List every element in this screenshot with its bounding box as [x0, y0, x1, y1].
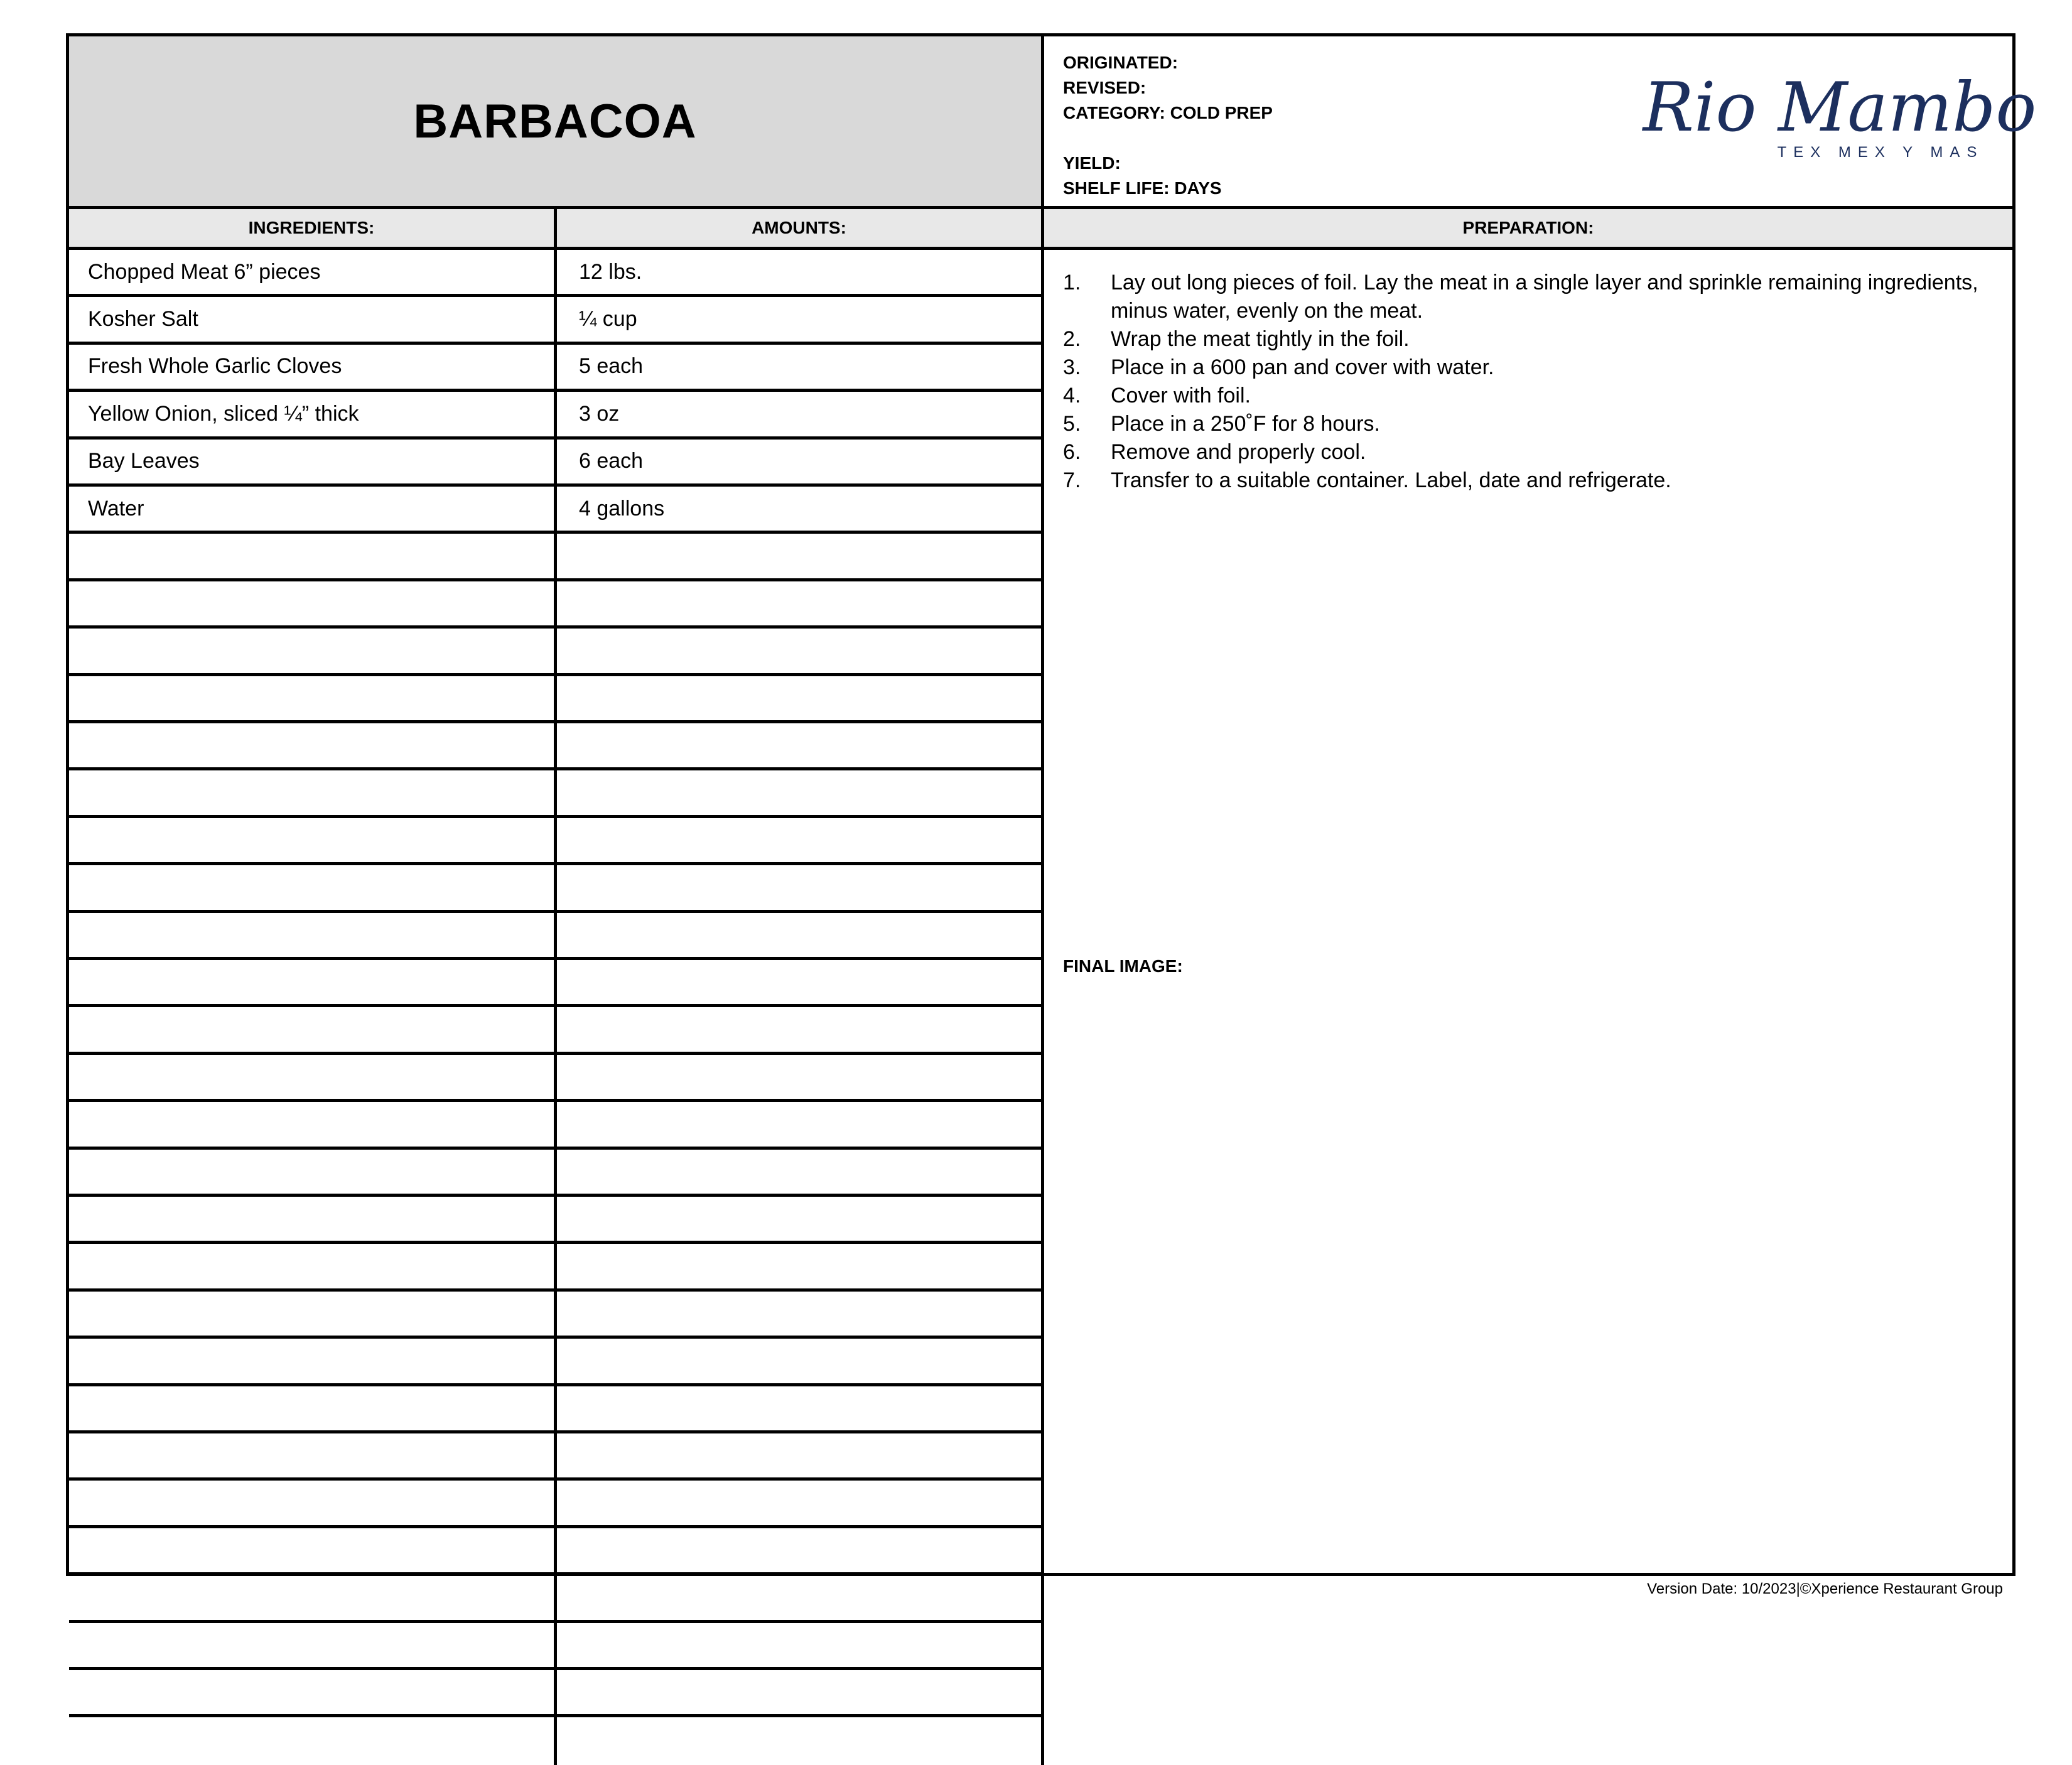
ingredient-name — [69, 865, 557, 909]
table-row — [69, 865, 1044, 912]
ingredient-name — [69, 1623, 557, 1667]
preparation-section — [1044, 250, 2012, 1573]
ingredient-amount — [557, 1623, 1044, 1667]
step-number: 3. — [1063, 355, 1081, 379]
ingredient-amount — [557, 581, 1044, 625]
ingredient-amount — [557, 1244, 1044, 1288]
table-row — [69, 1244, 1044, 1291]
ingredient-amount — [557, 913, 1044, 957]
ingredient-amount — [557, 1386, 1044, 1430]
ingredient-amount — [557, 1150, 1044, 1194]
preparation-steps — [1063, 269, 1987, 495]
ingredient-amount — [557, 1717, 1044, 1764]
title-cell — [69, 36, 1044, 206]
ingredient-name — [69, 1102, 557, 1146]
ingredient-amount — [557, 1481, 1044, 1525]
table-row — [69, 392, 1044, 439]
ingredient-amount — [557, 1197, 1044, 1241]
table-row — [69, 676, 1044, 723]
ingredient-amount: 3 oz — [557, 392, 1044, 436]
table-row — [69, 1717, 1044, 1764]
step-number: 7. — [1063, 468, 1081, 492]
ingredient-amount: 6 each — [557, 440, 1044, 483]
step-text: Wrap the meat tightly in the foil. — [1111, 327, 1410, 351]
table-row — [69, 629, 1044, 676]
table-row — [69, 1007, 1044, 1054]
ingredient-name — [69, 1055, 557, 1099]
table-row — [69, 1150, 1044, 1197]
ingredient-amount — [557, 676, 1044, 720]
recipe-title: BARBACOA — [413, 94, 697, 148]
step-text: Cover with foil. — [1111, 384, 1251, 408]
ingredient-name: Yellow Onion, sliced ¼” thick — [69, 392, 557, 436]
ingredient-amount: 5 each — [557, 345, 1044, 389]
ingredient-name — [69, 1150, 557, 1194]
ingredient-amount — [557, 865, 1044, 909]
table-row — [69, 1197, 1044, 1244]
amounts-header: AMOUNTS: — [557, 209, 1044, 247]
step-number: 1. — [1063, 271, 1081, 294]
ingredient-amount — [557, 629, 1044, 672]
ingredient-name — [69, 1244, 557, 1288]
table-row — [69, 1623, 1044, 1670]
table-row — [69, 1670, 1044, 1717]
table-row — [69, 723, 1044, 770]
preparation-step — [1063, 438, 1987, 467]
ingredient-name — [69, 723, 557, 767]
table-row — [69, 581, 1044, 629]
step-number: 6. — [1063, 440, 1081, 464]
ingredient-name — [69, 534, 557, 578]
shelf-life-label: SHELF LIFE: DAYS — [1063, 178, 1222, 198]
preparation-step — [1063, 382, 1987, 410]
originated-label: ORIGINATED: — [1063, 53, 1179, 72]
table-row — [69, 1055, 1044, 1102]
table-row — [69, 1528, 1044, 1575]
ingredient-name — [69, 1717, 557, 1764]
table-row — [69, 1292, 1044, 1339]
table-row — [69, 534, 1044, 581]
ingredient-name — [69, 913, 557, 957]
table-row — [69, 913, 1044, 960]
table-row — [69, 297, 1044, 344]
final-image-label: FINAL IMAGE: — [1063, 956, 1183, 976]
preparation-step — [1063, 467, 1987, 495]
version-footer: Version Date: 10/2023|©Xperience Restaurant Group — [1647, 1580, 2003, 1597]
table-row — [69, 1433, 1044, 1481]
ingredient-amount — [557, 818, 1044, 862]
revised-label: REVISED: — [1063, 78, 1147, 97]
ingredient-name — [69, 1433, 557, 1477]
ingredient-amount — [557, 723, 1044, 767]
ingredient-name — [69, 1197, 557, 1241]
ingredient-name — [69, 676, 557, 720]
ingredient-amount — [557, 960, 1044, 1004]
ingredient-name — [69, 629, 557, 672]
table-row — [69, 250, 1044, 297]
step-text: Place in a 600 pan and cover with water. — [1111, 355, 1494, 379]
ingredient-amount — [557, 1433, 1044, 1477]
rio-mambo-logo — [1643, 62, 2037, 168]
table-row — [69, 440, 1044, 487]
table-row — [69, 1339, 1044, 1386]
ingredient-amount — [557, 770, 1044, 814]
ingredient-name — [69, 1528, 557, 1572]
ingredient-amount: 12 lbs. — [557, 250, 1044, 294]
ingredient-amount — [557, 1007, 1044, 1051]
ingredient-amount — [557, 1528, 1044, 1572]
ingredient-amount — [557, 534, 1044, 578]
ingredient-amount — [557, 1670, 1044, 1714]
recipe-meta — [1044, 36, 2037, 206]
ingredient-amount — [557, 1292, 1044, 1336]
step-number: 4. — [1063, 384, 1081, 408]
table-row — [69, 960, 1044, 1007]
table-row — [69, 1102, 1044, 1149]
table-row — [69, 1481, 1044, 1528]
step-text: Remove and properly cool. — [1111, 440, 1366, 464]
logo-wordmark: Rio Mambo — [1643, 68, 2037, 147]
recipe-card — [66, 33, 2037, 1576]
ingredient-name — [69, 1007, 557, 1051]
ingredient-amount — [557, 1102, 1044, 1146]
ingredient-name: Fresh Whole Garlic Cloves — [69, 345, 557, 389]
ingredient-name: Bay Leaves — [69, 440, 557, 483]
table-row — [69, 818, 1044, 865]
ingredient-name — [69, 1386, 557, 1430]
ingredient-amount — [557, 1055, 1044, 1099]
ingredient-name: Kosher Salt — [69, 297, 557, 341]
category-label: CATEGORY: COLD PREP — [1063, 103, 1273, 122]
preparation-header: PREPARATION: — [1462, 218, 1594, 237]
table-row — [69, 487, 1044, 534]
column-header-row — [69, 206, 2012, 250]
ingredients-header: INGREDIENTS: — [69, 209, 557, 247]
ingredient-amount: ¼ cup — [557, 297, 1044, 341]
step-text: Place in a 250˚F for 8 hours. — [1111, 412, 1381, 436]
ingredient-name: Chopped Meat 6” pieces — [69, 250, 557, 294]
table-row — [69, 1386, 1044, 1433]
step-text: Transfer to a suitable container. Label, date and refrigerate. — [1111, 468, 1671, 492]
ingredient-amount — [557, 1339, 1044, 1383]
yield-label: YIELD: — [1063, 153, 1121, 173]
ingredient-name — [69, 1575, 557, 1619]
step-number: 2. — [1063, 327, 1081, 351]
ingredient-name: Water — [69, 487, 557, 531]
preparation-step — [1063, 325, 1987, 354]
ingredients-table — [69, 250, 1044, 1573]
step-number: 5. — [1063, 412, 1081, 436]
table-row — [69, 345, 1044, 392]
ingredient-name — [69, 1670, 557, 1714]
table-row — [69, 1575, 1044, 1622]
step-text: Lay out long pieces of foil. Lay the meat in a single layer and sprinkle remaining ingredients, minus water, evenly on the meat. — [1111, 271, 1978, 323]
preparation-step — [1063, 354, 1987, 382]
preparation-step — [1063, 410, 1987, 438]
ingredient-name — [69, 1481, 557, 1525]
ingredient-name — [69, 1339, 557, 1383]
ingredient-amount — [557, 1575, 1044, 1619]
ingredient-name — [69, 581, 557, 625]
preparation-step — [1063, 269, 1987, 325]
ingredient-name — [69, 818, 557, 862]
table-row — [69, 770, 1044, 818]
ingredient-name — [69, 1292, 557, 1336]
logo-tagline: TEX MEX Y MAS — [1777, 144, 1984, 161]
ingredient-name — [69, 960, 557, 1004]
ingredient-name — [69, 770, 557, 814]
ingredient-amount: 4 gallons — [557, 487, 1044, 531]
